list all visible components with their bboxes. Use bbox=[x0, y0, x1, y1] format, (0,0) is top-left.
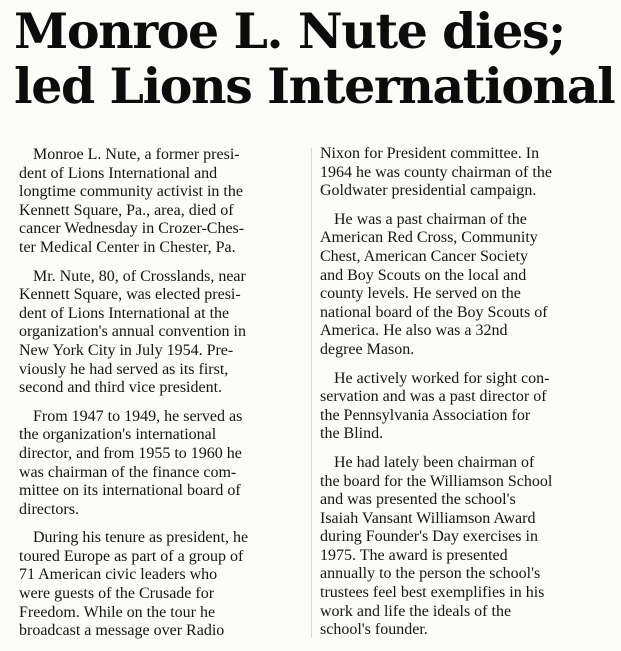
article-paragraph bbox=[19, 529, 305, 641]
headline-line: led Lions International bbox=[14, 57, 615, 115]
paragraph-line: viously he had served as its first, bbox=[19, 360, 229, 378]
paragraph-line: He had lately been chairman of bbox=[334, 453, 535, 471]
paragraph-line: Goldwater presidential campaign. bbox=[320, 182, 537, 200]
paragraph-line: dent of Lions International and bbox=[19, 164, 218, 182]
article-paragraph bbox=[19, 408, 305, 520]
paragraph-line: 1975. The award is presented bbox=[320, 546, 508, 564]
paragraph-line: cancer Wednesday in Crozer-Ches- bbox=[19, 220, 245, 238]
paragraph-line: and Boy Scouts on the local and bbox=[320, 266, 527, 284]
article-column-right bbox=[320, 145, 612, 650]
paragraph-line: He actively worked for sight con- bbox=[334, 369, 550, 387]
paragraph-line: ter Medical Center in Chester, Pa. bbox=[19, 238, 236, 256]
article-paragraph bbox=[320, 211, 612, 360]
article-paragraph bbox=[320, 145, 612, 201]
paragraph-line: 1964 he was county chairman of the bbox=[320, 163, 552, 181]
paragraph-line: directors. bbox=[19, 500, 79, 518]
paragraph-line: the Blind. bbox=[320, 425, 384, 443]
paragraph-line: Kennett Square, Pa., area, died of bbox=[19, 201, 234, 219]
headline bbox=[14, 4, 614, 114]
paragraph-line: broadcast a message over Radio bbox=[19, 622, 225, 640]
paragraph-line: was chairman of the finance com- bbox=[19, 463, 237, 481]
article-paragraph bbox=[19, 146, 305, 258]
paragraph-line: national board of the Boy Scouts of bbox=[320, 303, 548, 321]
paragraph-line: degree Mason. bbox=[320, 340, 415, 358]
paragraph-line: Monroe L. Nute, a former presi- bbox=[33, 146, 240, 163]
paragraph-line: work and life the ideals of the bbox=[320, 602, 512, 620]
paragraph-line: America. He also was a 32nd bbox=[320, 322, 508, 340]
paragraph-line: the Pennsylvania Association for bbox=[320, 406, 531, 424]
paragraph-line: trustees feel best exemplifies in his bbox=[320, 584, 545, 602]
paragraph-line: servation and was a past director of bbox=[320, 388, 547, 406]
paragraph-line: Chest, American Cancer Society bbox=[320, 247, 528, 265]
paragraph-line: New York City in July 1954. Pre- bbox=[19, 341, 234, 359]
paragraph-line: and was presented the school's bbox=[320, 491, 516, 509]
headline-line: Monroe L. Nute dies; bbox=[14, 2, 565, 60]
column-divider bbox=[311, 148, 312, 638]
paragraph-line: the organization's international bbox=[19, 426, 217, 444]
paragraph-line: Mr. Nute, 80, of Crosslands, near bbox=[33, 267, 246, 285]
article-paragraph bbox=[320, 370, 612, 444]
paragraph-line: county levels. He served on the bbox=[320, 285, 521, 303]
paragraph-line: second and third vice president. bbox=[19, 379, 223, 397]
paragraph-line: Freedom. While on the tour he bbox=[19, 603, 216, 621]
paragraph-line: dent of Lions International at the bbox=[19, 304, 230, 322]
article-column-left bbox=[19, 146, 305, 651]
paragraph-line: Isaiah Vansant Williamson Award bbox=[320, 509, 536, 527]
paragraph-line: American Red Cross, Community bbox=[320, 229, 538, 247]
paragraph-line: annually to the person the school's bbox=[320, 565, 541, 583]
paragraph-line: 71 American civic leaders who bbox=[19, 566, 218, 584]
paragraph-line: organization's annual convention in bbox=[19, 323, 246, 341]
paragraph-line: During his tenure as president, he bbox=[33, 529, 249, 547]
paragraph-line: He was a past chairman of the bbox=[334, 210, 527, 228]
article-paragraph bbox=[19, 268, 305, 398]
paragraph-line: were guests of the Crusade for bbox=[19, 585, 215, 603]
paragraph-line: school's founder. bbox=[320, 621, 428, 639]
paragraph-line: Kennett Square, was elected presi- bbox=[19, 286, 241, 304]
paragraph-line: the board for the Williamson School bbox=[320, 472, 553, 490]
article-paragraph bbox=[320, 454, 612, 640]
paragraph-line: during Founder's Day exercises in bbox=[320, 528, 538, 546]
paragraph-line: longtime community activist in the bbox=[19, 183, 243, 201]
paragraph-line: toured Europe as part of a group of bbox=[19, 547, 244, 565]
paragraph-line: mittee on its international board of bbox=[19, 482, 241, 500]
paragraph-line: Nixon for President committee. In bbox=[320, 145, 540, 162]
paragraph-line: director, and from 1955 to 1960 he bbox=[19, 444, 242, 462]
paragraph-line: From 1947 to 1949, he served as bbox=[33, 407, 243, 425]
